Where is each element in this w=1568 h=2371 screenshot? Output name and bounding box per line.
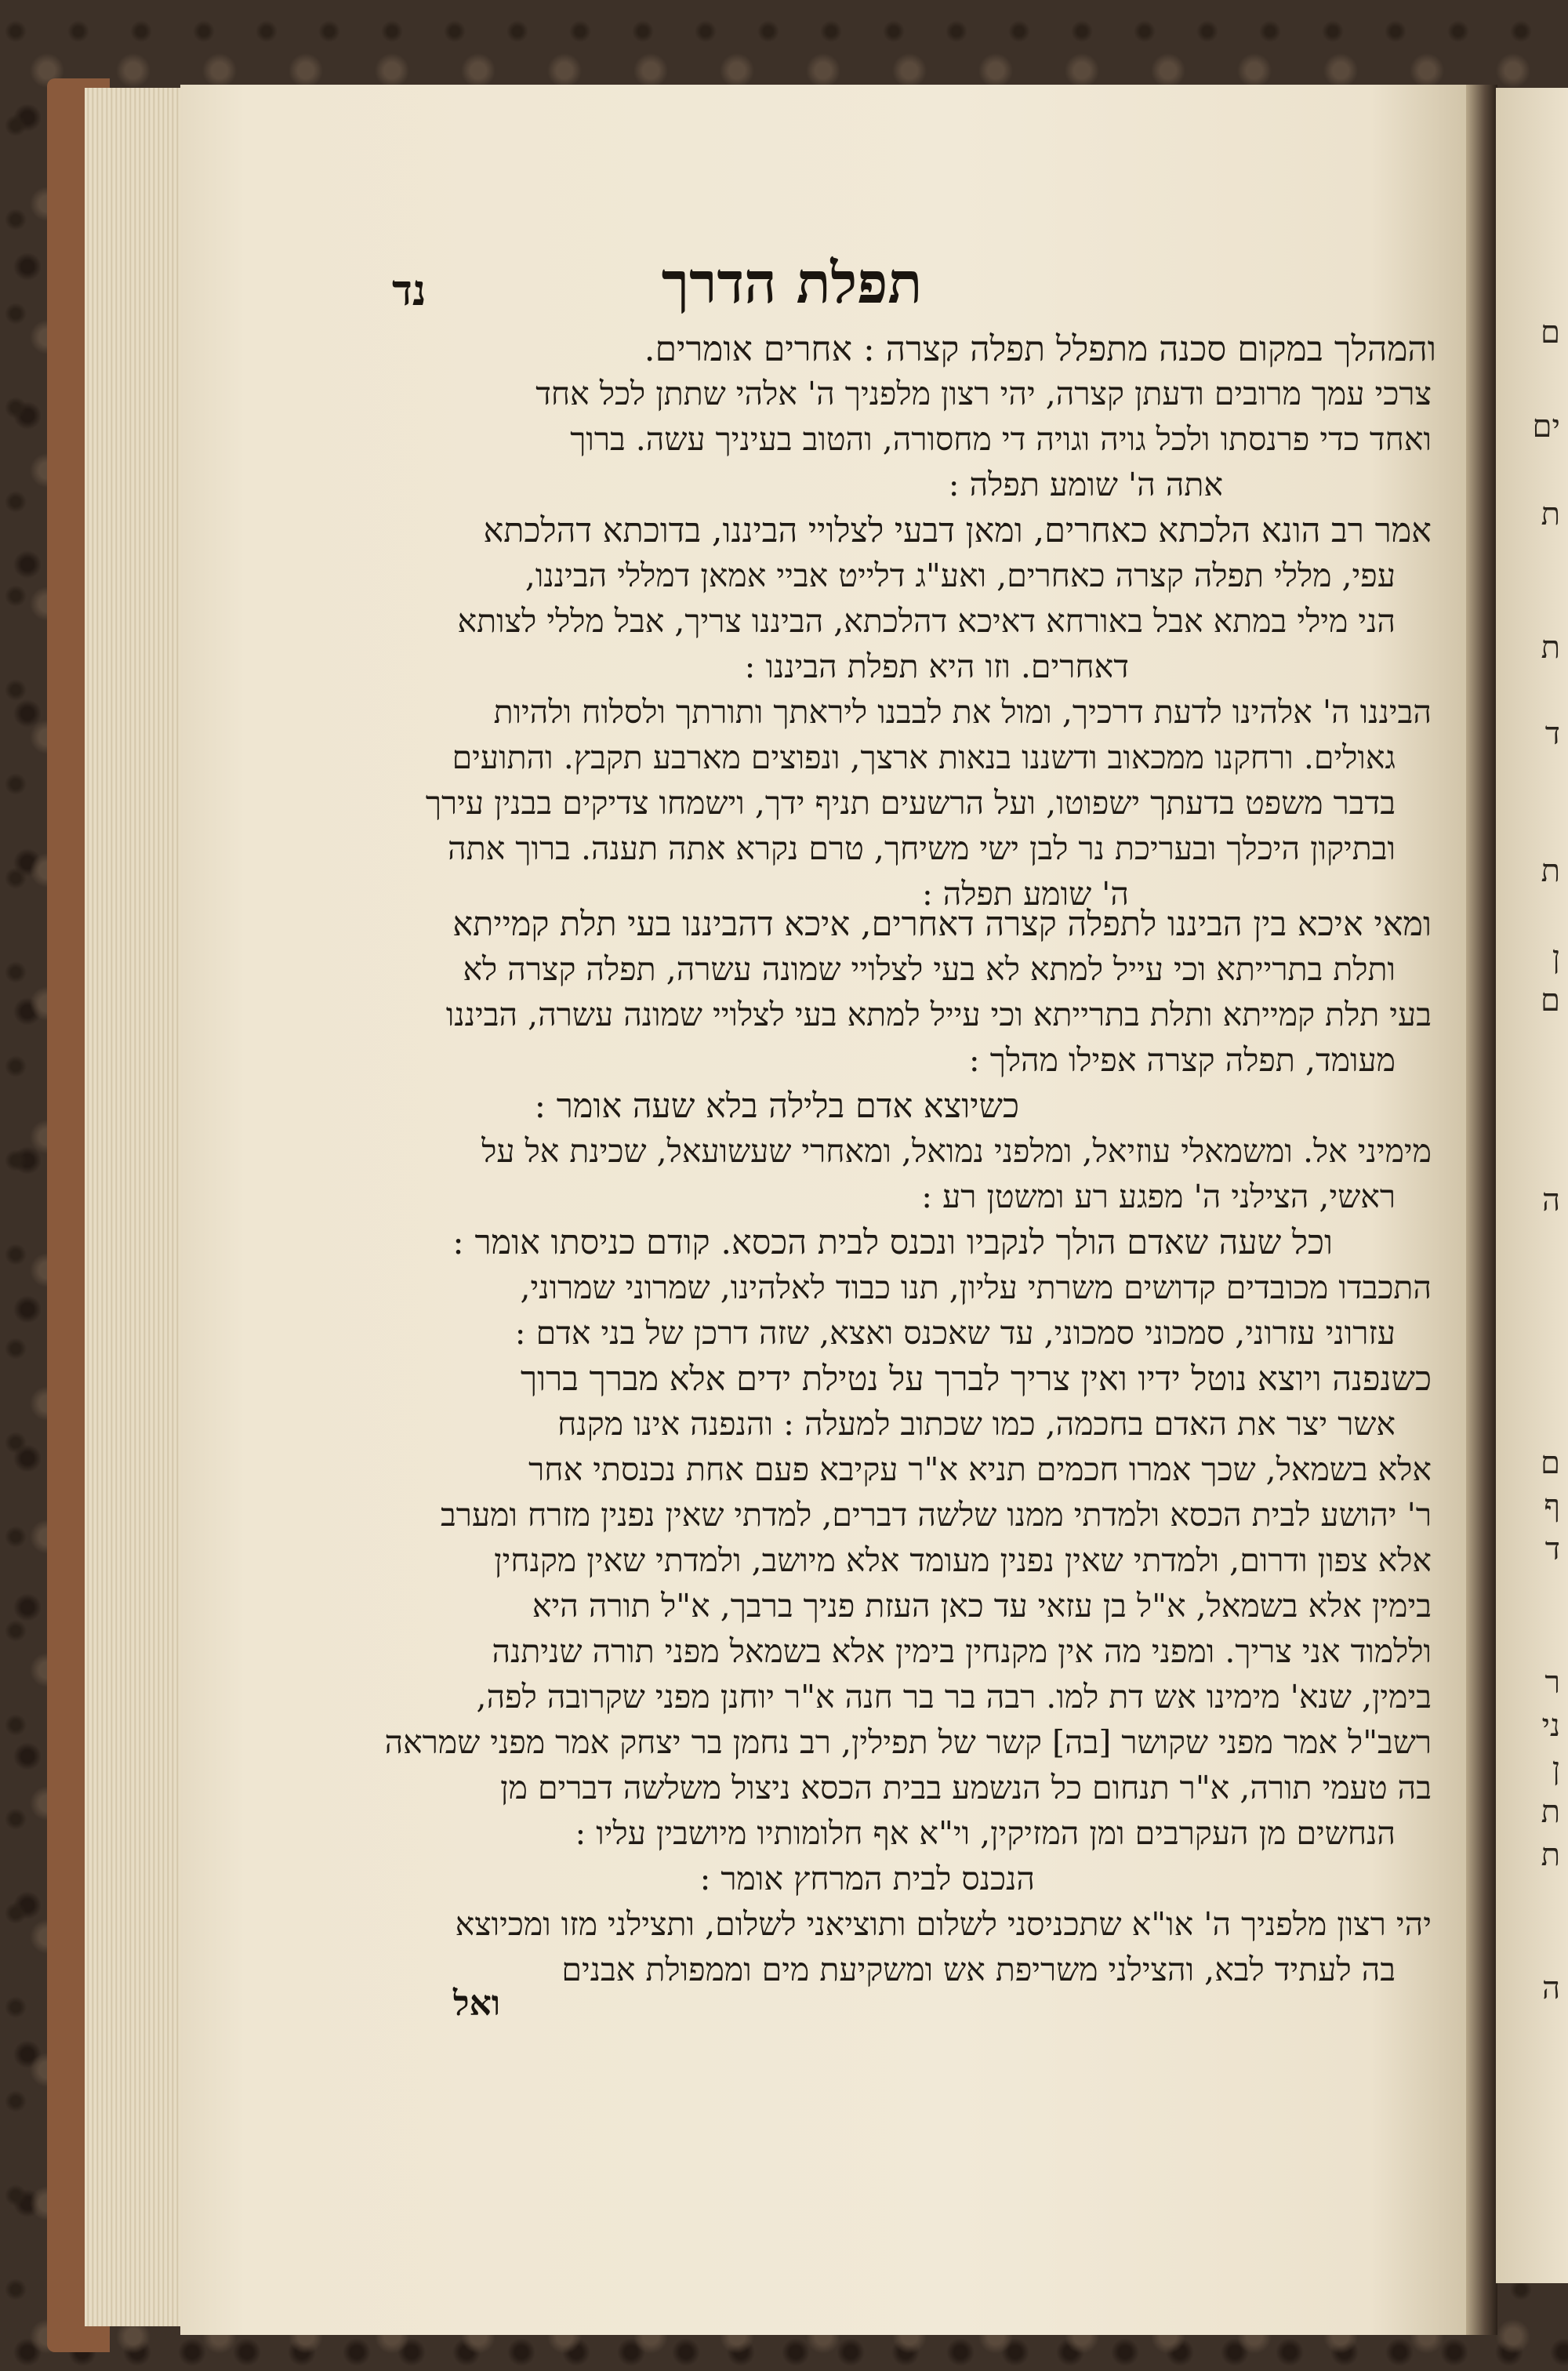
next-page-text: ם — [1541, 314, 1560, 350]
next-page-text: ת — [1541, 496, 1560, 532]
next-page-text: ת — [1541, 1837, 1560, 1873]
next-page-text: ן — [1552, 1751, 1560, 1787]
next-page-text: ד — [1544, 716, 1560, 752]
next-page-text: ת — [1541, 1794, 1560, 1830]
page-edges — [85, 88, 187, 2326]
text-line: ה' שומע תפלה : — [921, 875, 1129, 913]
next-page-text: ים — [1532, 408, 1560, 445]
text-line: אתה ה' שומע תפלה : — [948, 466, 1223, 503]
text-line: הביננו ה' אלהינו לדעת דרכיך, ומול את לבבנו ליראתך ותורתך ולסלוח ולהיות — [493, 693, 1432, 731]
next-page-text: ד — [1544, 1531, 1560, 1567]
text-line: בימין אלא בשמאל, א"ל בן עזאי עד כאן העזת פניך ברבך, א"ל תורה היא — [532, 1587, 1432, 1625]
page-number: נד — [392, 265, 426, 315]
text-line: בימין, שנא' מימינו אש דת למו. רבה בר בר חנה א"ר יוחנן מפני שקרובה לפה, — [476, 1678, 1432, 1716]
next-page-text: ם — [1541, 982, 1560, 1018]
next-page-text: ת — [1541, 853, 1560, 889]
next-page-text: ף — [1544, 1488, 1560, 1524]
next-page-fragment — [1496, 88, 1568, 2283]
text-line: רשב"ל אמר מפני שקושר [בה] קשר של תפילין, רב נחמן בר יצחק אמר מפני שמראה — [384, 1723, 1432, 1761]
next-page-text: ר — [1544, 1665, 1560, 1701]
next-page-text: ה — [1541, 1182, 1560, 1218]
text-line: אלא צפון ודרום, ולמדתי שאין נפנין מעומד אלא מיושב, ולמדתי שאין מקנחין — [494, 1541, 1432, 1579]
text-line: כשנפנה ויוצא נוטל ידיו ואין צריך לברך על נטילת ידים אלא מברך ברוך — [520, 1360, 1432, 1399]
text-line: בה טעמי תורה, א"ר תנחום כל הנשמע בבית הכסא ניצול משלשה דברים מן — [500, 1769, 1432, 1806]
text-line: הני מילי במתא אבל באורחא דאיכא דהלכתא, הביננו צריך, אבל מללי לצותא — [457, 602, 1396, 640]
text-line: ואחד כדי פרנסתו ולכל גויה וגויה די מחסורה, והטוב בעיניך עשה. ברוך — [570, 420, 1432, 458]
text-line: הנחשים מן העקרבים ומן המזיקין, וי"א אף חלומותיו מיושבין עליו : — [575, 1814, 1396, 1852]
book-gutter — [1466, 85, 1497, 2335]
text-line: עזרוני עזרוני, סמכוני סמכוני, עד שאכנס ואצא, שזה דרכן של בני אדם : — [514, 1314, 1396, 1352]
text-line: יהי רצון מלפניך ה' או"א שתכניסני לשלום ותוציאני לשלום, ותצילני מזו ומכיוצא — [455, 1905, 1432, 1943]
text-line: ובתיקון היכלך ובעריכת נר לבן ישי משיחך, טרם נקרא אתה תענה. ברוך אתה — [448, 830, 1396, 867]
text-line: ר' יהושע לבית הכסא ולמדתי ממנו שלשה דברים, למדתי שאין נפנין מזרח ומערב — [441, 1496, 1432, 1534]
next-page-text: ן — [1552, 939, 1560, 975]
text-line: עפי, מללי תפלה קצרה כאחרים, ואע"ג דלייט אביי אמאן דמללי הביננו, — [524, 557, 1396, 594]
text-line: מימיני אל. ומשמאלי עוזיאל, ומלפני נמואל, ומאחרי שעשועאל, שכינת אל על — [481, 1132, 1432, 1170]
running-title: תפלת הדרך — [661, 249, 923, 316]
text-line: דאחרים. וזו היא תפלת הביננו : — [744, 648, 1129, 685]
text-line: אמר רב הונא הלכתא כאחרים, ומאן דבעי לצלויי הביננו, בדוכתא דהלכתא — [483, 511, 1432, 550]
text-line: מעומד, תפלה קצרה אפילו מהלך : — [968, 1041, 1396, 1079]
text-line: והמהלך במקום סכנה מתפלל תפלה קצרה : אחרים אומרים. — [644, 329, 1436, 369]
catchword: ואל — [453, 1984, 501, 2024]
text-line: וללמוד אני צריך. ומפני מה אין מקנחין בימין אלא בשמאל מפני תורה שניתנה — [492, 1632, 1432, 1670]
text-line: אשר יצר את האדם בחכמה, כמו שכתוב למעלה : והנפנה אינו מקנח — [557, 1405, 1396, 1443]
text-line: ותלת בתרייתא וכי עייל למתא לא בעי לצלויי שמונה עשרה, תפלה קצרה לא — [463, 950, 1396, 988]
next-page-text: ת — [1541, 630, 1560, 666]
text-line: התכבדו מכובדים קדושים משרתי עליון, תנו כבוד לאלהינו, שמרוני שמרוני, — [520, 1269, 1432, 1306]
text-line: אלא בשמאל, שכך אמרו חכמים תניא א"ר עקיבא פעם אחת נכנסתי אחר — [528, 1451, 1432, 1488]
next-page-text: ה — [1541, 1970, 1560, 2006]
text-line: כשיוצא אדם בלילה בלא שעה אומר : — [534, 1087, 1019, 1126]
text-line: בדבר משפט בדעתך ישפוטו, ועל הרשעים תניף ידך, וישמחו צדיקים בבנין עירך — [425, 784, 1396, 822]
text-line: צרכי עמך מרובים ודעתן קצרה, יהי רצון מלפניך ה' אלהי שתתן לכל אחד — [535, 375, 1432, 412]
text-line: ומאי איכא בין הביננו לתפלה קצרה דאחרים, איכא דהביננו בעי תלת קמייתא — [452, 905, 1432, 944]
text-line: וכל שעה שאדם הולך לנקביו ונכנס לבית הכסא. קודם כניסתו אומר : — [452, 1223, 1333, 1262]
text-line: בה לעתיד לבא, והצילני משריפת אש ומשקיעת מים וממפולת אבנים — [561, 1951, 1396, 1988]
text-line: גאולים. ורחקנו ממכאוב ודשננו בנאות ארצך, ונפוצים מארבע תקבץ. והתועים — [452, 739, 1396, 776]
next-page-text: ני — [1541, 1708, 1560, 1744]
text-line: בעי תלת קמייתא ותלת בתרייתא וכי עייל למתא בעי לצלויי שמונה עשרה, הביננו — [445, 996, 1432, 1033]
text-line: הנכנס לבית המרחץ אומר : — [699, 1860, 1035, 1897]
next-page-text: ם — [1541, 1445, 1560, 1481]
text-line: ראשי, הצילני ה' מפגע רע ומשטן רע : — [921, 1178, 1396, 1215]
